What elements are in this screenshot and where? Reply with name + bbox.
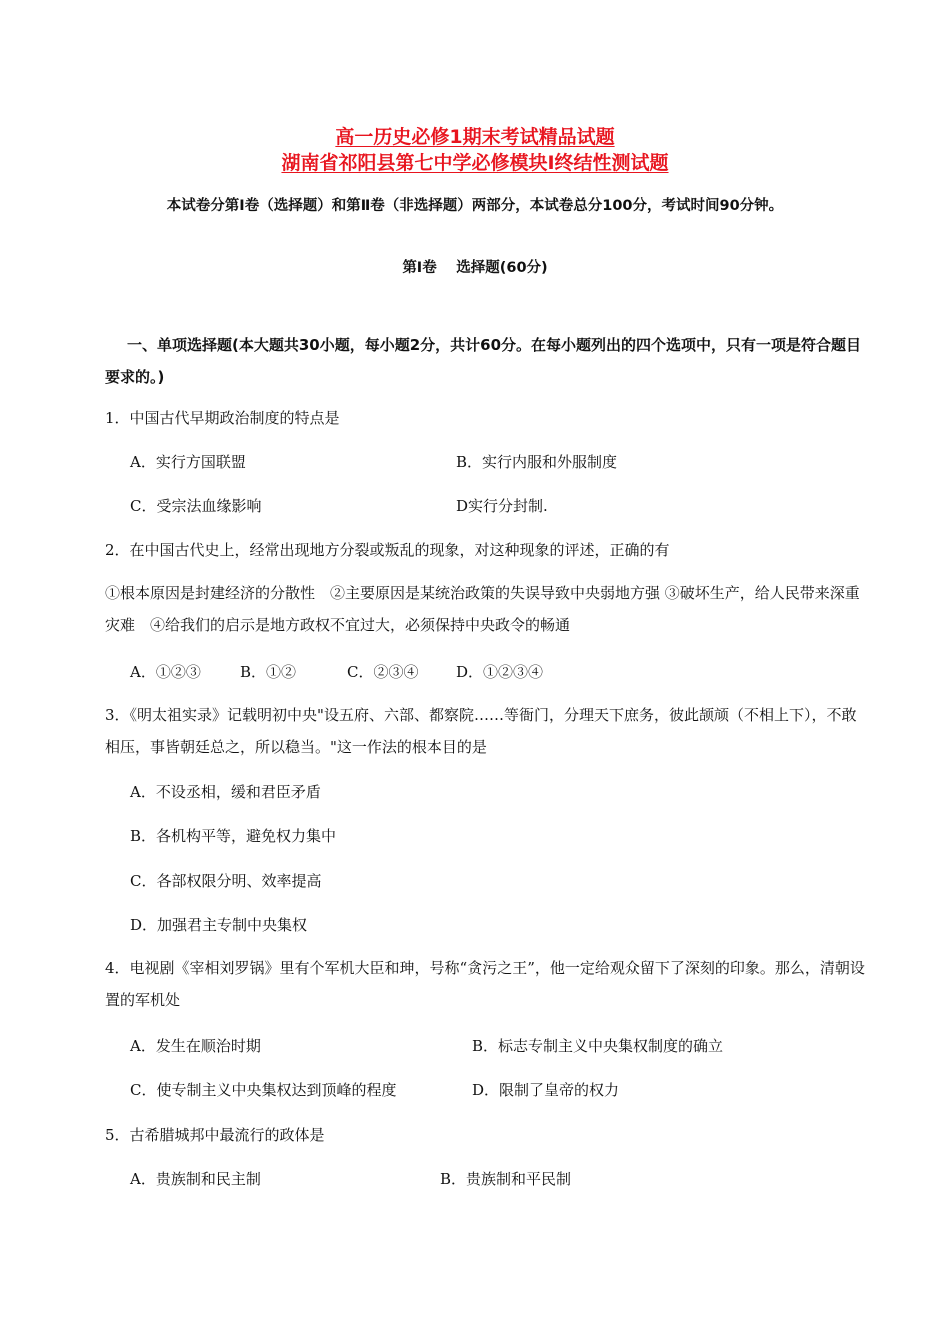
question-1-option-a: A．实行方国联盟: [130, 453, 246, 471]
question-2-option-a: A．①②③: [130, 663, 201, 681]
question-4-stem: 4．电视剧《宰相刘罗锅》里有个军机大臣和珅，号称“贪污之王”，他一定给观众留下了深刻的印象。那么，清朝设置的军机处: [105, 959, 865, 1009]
question-1-option-b: B．实行内服和外服制度: [456, 453, 618, 471]
question-2-stem: 2．在中国古代史上，经常出现地方分裂或叛乱的现象，对这种现象的评述，正确的有: [105, 541, 670, 559]
question-4-option-c: C．使专制主义中央集权达到顶峰的程度: [130, 1081, 397, 1099]
question-2-option-b: B．①②: [240, 663, 297, 681]
question-3-option-c: C．各部权限分明、效率提高: [130, 872, 322, 890]
question-3-stem: 3．《明太祖实录》记载明初中央"设五府、六部、都察院……等衙门，分理天下庶务，彼此颉颃（不相上下），不敢相压，事皆朝廷总之，所以稳当。"这一作法的根本目的是: [105, 706, 857, 756]
question-1-stem: 1．中国古代早期政治制度的特点是: [105, 409, 340, 427]
document-title: 高一历史必修1期末考试精品试题: [335, 126, 615, 148]
section-heading: 第Ⅰ卷 选择题(60分): [402, 260, 548, 276]
question-3-option-a: A．不设丞相，缓和君臣矛盾: [130, 783, 321, 801]
question-2-option-c: C．②③④: [347, 663, 419, 681]
question-5-option-a: A．贵族制和民主制: [130, 1170, 261, 1188]
question-1-option-d: D实行分封制.: [456, 497, 548, 515]
question-2-statements: ①根本原因是封建经济的分散性 ②主要原因是某统治政策的失误导致中央弱地方强 ③破坏生产，给人民带来深重灾难 ④给我们的启示是地方政权不宜过大，必须保持中央政令的畅通: [105, 584, 860, 634]
question-5-option-b: B．贵族制和平民制: [440, 1170, 572, 1188]
document-subtitle: 湖南省祁阳县第七中学必修模块Ⅰ终结性测试题: [281, 152, 669, 174]
question-4-option-a: A．发生在顺治时期: [130, 1037, 261, 1055]
question-2-option-d: D．①②③④: [456, 663, 544, 681]
question-5-stem: 5．古希腊城邦中最流行的政体是: [105, 1126, 325, 1144]
question-3-option-b: B．各机构平等，避免权力集中: [130, 827, 337, 845]
question-4-option-d: D．限制了皇帝的权力: [472, 1081, 620, 1099]
section-instructions: 一、单项选择题(本大题共30小题，每小题2分，共计60分。在每小题列出的四个选项中，只有一项是符合题目要求的。): [105, 336, 862, 386]
question-3-option-d: D．加强君主专制中央集权: [130, 916, 308, 934]
exam-intro: 本试卷分第Ⅰ卷（选择题）和第Ⅱ卷（非选择题）两部分，本试卷总分100分，考试时间90分钟。: [166, 198, 784, 214]
question-1-option-c: C．受宗法血缘影响: [130, 497, 262, 515]
question-4-option-b: B．标志专制主义中央集权制度的确立: [472, 1037, 724, 1055]
